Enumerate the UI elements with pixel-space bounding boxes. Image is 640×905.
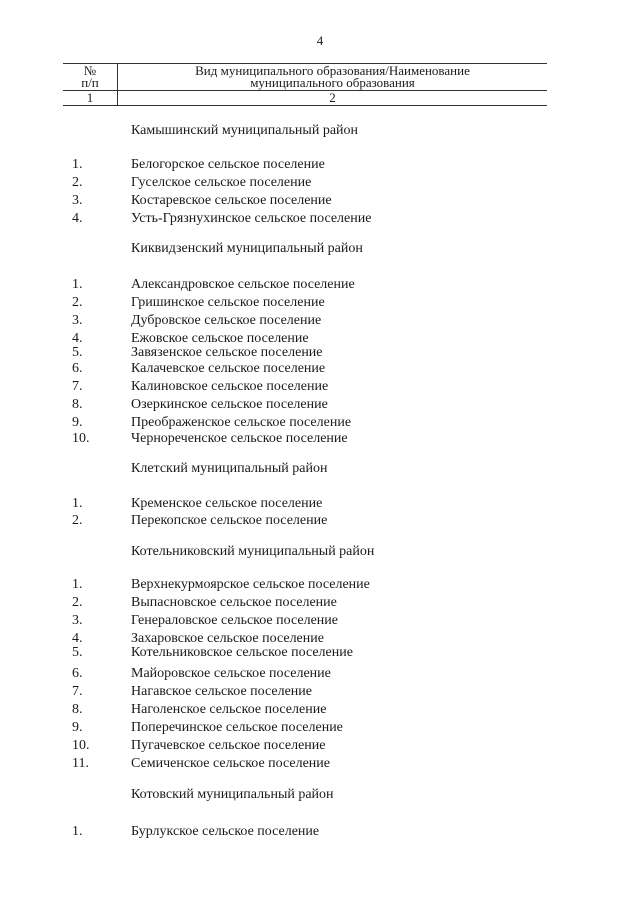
item-number: 2.	[72, 513, 83, 528]
item-number: 4.	[72, 211, 83, 226]
section-title: Котельниковский муниципальный район	[131, 544, 375, 559]
header-pp: п/п	[81, 75, 99, 90]
item-name: Ежовское сельское поселение	[131, 331, 309, 346]
header-index-1: 1	[63, 91, 118, 106]
item-name: Бурлукское сельское поселение	[131, 824, 320, 839]
item-name: Озеркинское сельское поселение	[131, 397, 328, 412]
item-number: 9.	[72, 720, 83, 735]
item-number: 6.	[72, 666, 83, 681]
item-number: 7.	[72, 684, 83, 699]
item-number: 10.	[72, 431, 90, 446]
item-number: 8.	[72, 397, 83, 412]
item-name: Генераловское сельское поселение	[131, 613, 338, 628]
item-name: Наголенское сельское поселение	[131, 702, 327, 717]
item-number: 7.	[72, 379, 83, 394]
item-name: Преображенское сельское поселение	[131, 415, 352, 430]
item-number: 1.	[72, 824, 83, 839]
item-name: Чернореченское сельское поселение	[131, 431, 348, 446]
item-name: Котельниковское сельское поселение	[131, 645, 353, 660]
item-number: 4.	[72, 631, 83, 646]
item-number: 3.	[72, 613, 83, 628]
item-number: 1.	[72, 157, 83, 172]
item-number: 1.	[72, 496, 83, 511]
item-name: Гришинское сельское поселение	[131, 295, 325, 310]
item-name: Дубровское сельское поселение	[131, 313, 322, 328]
item-name: Майоровское сельское поселение	[131, 666, 331, 681]
item-name: Захаровское сельское поселение	[131, 631, 324, 646]
section-title: Клетский муниципальный район	[131, 461, 328, 476]
item-number: 3.	[72, 193, 83, 208]
item-name: Кременское сельское поселение	[131, 496, 323, 511]
header-table	[63, 63, 547, 106]
item-name: Выпасновское сельское поселение	[131, 595, 337, 610]
header-name-line2: муниципального образования	[250, 75, 415, 90]
item-number: 8.	[72, 702, 83, 717]
item-number: 4.	[72, 331, 83, 346]
header-index-2: 2	[118, 91, 548, 106]
item-number: 1.	[72, 277, 83, 292]
item-number: 1.	[72, 577, 83, 592]
item-number: 11.	[72, 756, 89, 771]
item-name: Калачевское сельское поселение	[131, 361, 326, 376]
item-name: Костаревское сельское поселение	[131, 193, 332, 208]
header-number-sign: №	[83, 63, 97, 78]
item-name: Усть-Грязнухинское сельское поселение	[131, 211, 372, 226]
item-number: 5.	[72, 345, 83, 360]
item-number: 2.	[72, 595, 83, 610]
section-title: Камышинский муниципальный район	[131, 123, 359, 138]
item-name: Гуселское сельское поселение	[131, 175, 312, 190]
item-number: 6.	[72, 361, 83, 376]
item-name: Александровское сельское поселение	[131, 277, 355, 292]
item-number: 10.	[72, 738, 90, 753]
page-number: 4	[316, 33, 324, 48]
section-title: Котовский муниципальный район	[131, 787, 334, 802]
header-col-number	[63, 64, 118, 91]
item-name: Перекопское сельское поселение	[131, 513, 328, 528]
item-number: 3.	[72, 313, 83, 328]
item-name: Пугачевское сельское поселение	[131, 738, 326, 753]
item-name: Калиновское сельское поселение	[131, 379, 329, 394]
item-name: Белогорское сельское поселение	[131, 157, 325, 172]
section-title: Киквидзенский муниципальный район	[131, 241, 363, 256]
item-number: 5.	[72, 645, 83, 660]
item-number: 2.	[72, 295, 83, 310]
item-name: Нагавское сельское поселение	[131, 684, 312, 699]
header-name-line1: Вид муниципального образования/Наименование	[195, 63, 470, 78]
header-col-name	[118, 64, 548, 91]
item-name: Завязенское сельское поселение	[131, 345, 323, 360]
item-number: 9.	[72, 415, 83, 430]
item-name: Поперечинское сельское поселение	[131, 720, 343, 735]
item-name: Семиченское сельское поселение	[131, 756, 331, 771]
item-number: 2.	[72, 175, 83, 190]
item-name: Верхнекурмоярское сельское поселение	[131, 577, 370, 592]
